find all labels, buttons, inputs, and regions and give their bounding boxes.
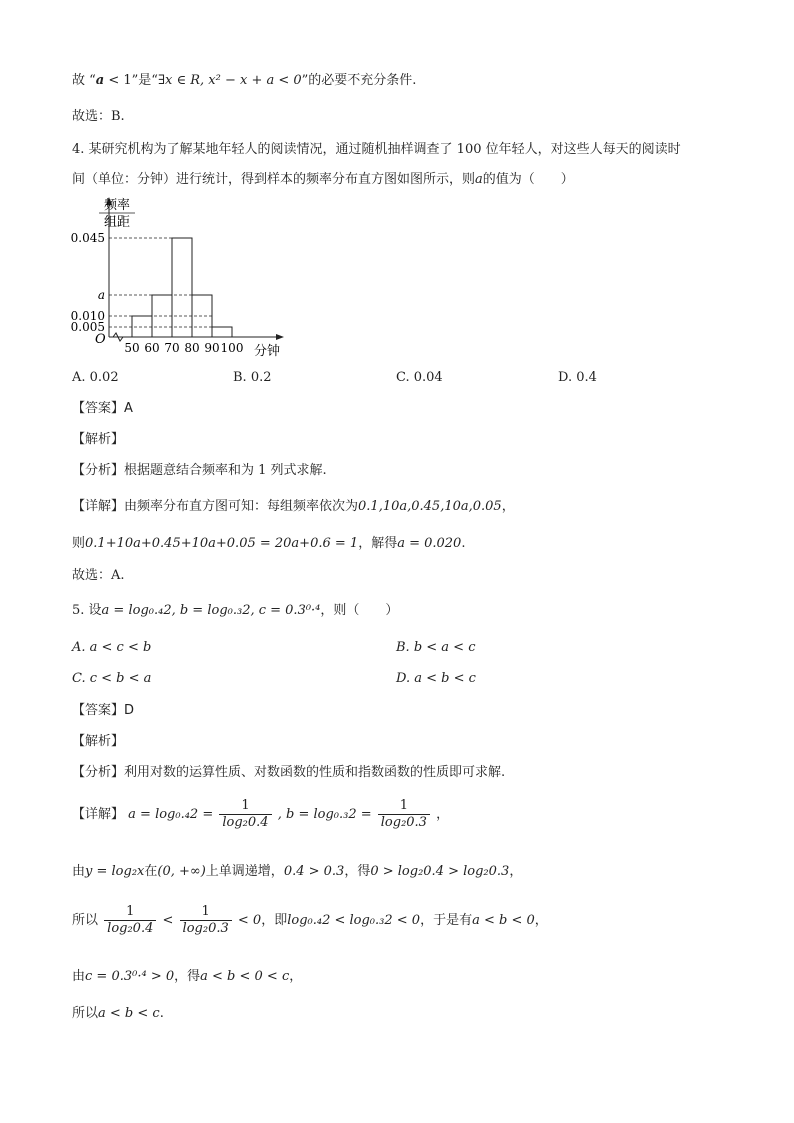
q5-monotonic [72,863,522,881]
q5-detail [72,798,449,831]
q5-final-math: a < b < c [98,1006,160,1021]
q5-analysis-label: 【解析】 [72,734,125,749]
q5-so-lt: < [162,913,174,928]
q4-choose: 故选：A. [72,568,125,583]
q5-fenxi: 【分析】利用对数的运算性质、对数函数的性质和指数函数的性质即可求解. [72,765,506,780]
prev-conclusion-pre: 故 “ [72,73,96,88]
q5-frac-2 [378,798,430,831]
y-label-top: 频率 [103,198,131,213]
q5-so-pre: 所以 [72,913,99,928]
q5-frac-1-num: 1 [219,798,271,815]
histogram-bars [109,238,232,337]
q5-so-mid: ，即 [261,913,288,928]
x-tick-label: 90 [204,341,220,355]
q5-c-math: c = 0.3⁰·⁴ > 0 [85,969,175,984]
q4-detail-pre: 【详解】由频率分布直方图可知：每组频率依次为 [72,499,359,514]
q5-so-then: ，于是有 [420,913,473,928]
q5-mono-cmp: 0.4 > 0.3 [283,864,345,879]
prev-conclusion-mid: < 1”是“ [104,73,158,88]
x-tick-label: 70 [164,341,180,355]
x-axis-arrow-icon [276,334,284,340]
q4-detail-post: ， [501,499,515,514]
q5-so-math: log₀.₄2 < log₀.₃2 < 0 [287,913,421,928]
q4-equation [72,535,465,553]
q5-mono-result: 0 > log₂0.4 > log₂0.3 [370,864,510,879]
y-tick-label: a [97,288,105,302]
y-tick-label: 0.005 [70,320,105,334]
q5-option-d[interactable]: D. a < b < c [396,671,476,686]
q5-option-a[interactable]: A. a < c < b [72,640,152,655]
q5-c-pre: 由 [72,969,86,984]
q5-answer: 【答案】D [72,703,135,718]
histogram-bar [132,316,152,337]
y-tick-label: 0.045 [70,231,105,245]
q5-frac-2-num: 1 [378,798,430,815]
q5-detail-end: ， [436,807,450,822]
q5-stem [72,602,398,620]
q5-so-frac-1 [104,904,156,937]
q5-option-c[interactable]: C. c < b < a [72,671,152,686]
q5-mono-mid: 在 [144,864,158,879]
prev-conclusion-math: ∃x ∈ R, x² − x + a < 0 [157,73,302,88]
q4-detail-math: 0.1,10a,0.45,10a,0.05 [358,499,502,514]
prev-answer: 故选：B. [72,109,125,124]
q4-answer: 【答案】A [72,401,133,416]
y-label-bottom: 组距 [103,215,131,230]
q5-detail-b: , b = log₀.₃2 = [277,807,372,822]
q5-c-end: ， [289,969,303,984]
prev-conclusion-post: ”的必要不充分条件. [301,73,417,88]
q5-mono-end: ， [509,864,523,879]
q4-stem-pre: 间（单位：分钟）进行统计，得到样本的频率分布直方图如图所示，则 [72,172,476,187]
q4-eq-end: . [461,536,466,551]
q5-so-lt0: < 0 [237,913,262,928]
q4-stem-line1: 4. 某研究机构为了解某地年轻人的阅读情况，通过随机抽样调查了 100 位年轻人，对这些人每天的阅读时 [72,142,681,157]
q5-c-result: a < b < 0 < c [200,969,290,984]
q5-frac-1-den: log₂0.4 [222,815,269,830]
q5-final [72,1005,164,1023]
q4-eq-math: 0.1+10a+0.45+10a+0.05 = 20a+0.6 = 1 [85,536,359,551]
q5-c-get: ，得 [174,969,201,984]
q5-stem-post: ，则（ ） [320,603,399,618]
q5-mono-func: y = log₂x [85,864,145,879]
q4-stem-post: 的值为（ ） [482,172,574,187]
x-tick-label: 60 [144,341,160,355]
x-label: 分钟 [254,344,281,359]
q4-eq-result: a = 0.020 [397,536,462,551]
q4-eq-mid: ，解得 [358,536,398,551]
frequency-histogram [64,195,294,365]
q5-option-b[interactable]: B. b < a < c [396,640,476,655]
q5-detail-label: 【详解】 [72,807,125,822]
y-tick-label: 0.010 [70,309,105,323]
q5-mono-get: ，得 [344,864,371,879]
q5-detail-a: a = log₀.₄2 = [128,807,214,822]
q5-frac-2-den: log₂0.3 [380,815,427,830]
q5-so-end: ， [534,913,548,928]
prev-conclusion-var: a [95,73,105,88]
q5-so-frac-2 [180,904,232,937]
histogram-bar [212,327,232,337]
prev-conclusion [72,72,416,90]
origin-label: O [95,332,106,347]
q5-final-pre: 所以 [72,1006,99,1021]
q5-so-frac-1-den: log₂0.4 [107,921,154,936]
q5-stem-pre: 5. 设 [72,603,102,618]
q5-so-frac-2-num: 1 [180,904,232,921]
q5-so [72,904,548,937]
q4-stem-var: a [475,172,483,187]
q4-detail [72,498,515,516]
q4-stem-line2 [72,171,574,189]
q5-frac-1 [219,798,271,831]
q5-mono-pre: 由 [72,864,86,879]
q4-option-b[interactable]: B. 0.2 [233,370,272,385]
x-tick-label: 50 [124,341,140,355]
histogram-bar [172,238,192,337]
q5-stem-math: a = log₀.₄2, b = log₀.₃2, c = 0.3⁰·⁴ [101,603,321,618]
x-tick-label: 100 [220,341,244,355]
q5-final-end: . [159,1006,164,1021]
q4-option-a[interactable]: A. 0.02 [72,370,119,385]
histogram-static [71,197,284,359]
q4-option-d[interactable]: D. 0.4 [558,370,597,385]
q4-eq-pre: 则 [72,536,86,551]
q5-so-frac-2-den: log₂0.3 [182,921,229,936]
q4-fenxi: 【分析】根据题意结合频率和为 1 列式求解. [72,463,327,478]
x-tick-label: 80 [184,341,200,355]
q4-analysis-label: 【解析】 [72,432,125,447]
q5-mono-post: 上单调递增， [205,864,284,879]
q5-so-result: a < b < 0 [472,913,535,928]
q5-mono-interval: (0, +∞) [157,864,206,879]
q4-option-c[interactable]: C. 0.04 [396,370,443,385]
q5-so-frac-1-num: 1 [104,904,156,921]
q5-c-line [72,968,302,986]
